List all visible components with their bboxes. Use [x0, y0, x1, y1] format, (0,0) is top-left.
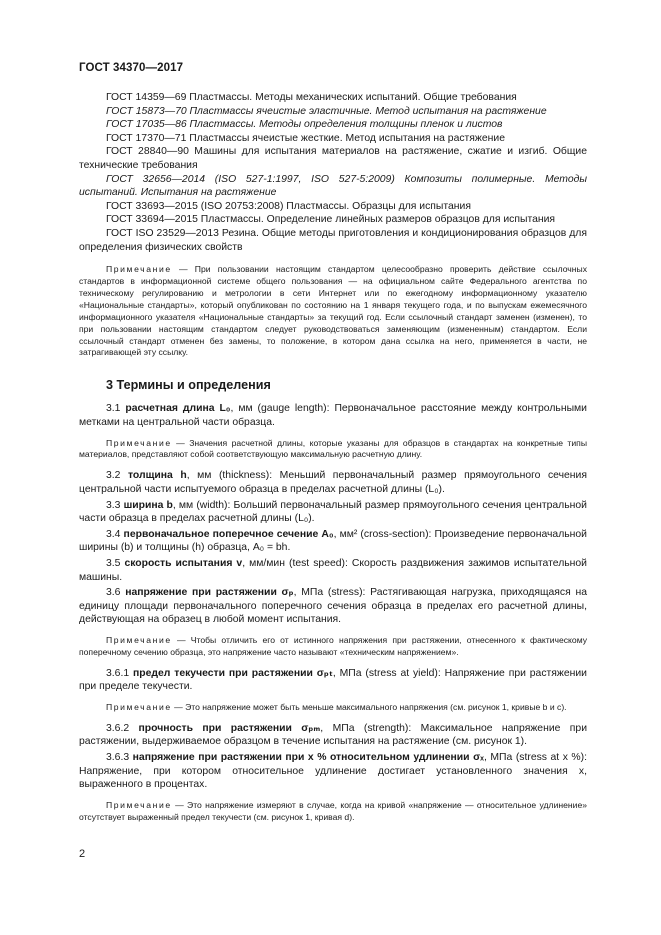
- term: напряжение при растяжении при x % относительном удлинении σₓ: [132, 752, 484, 763]
- definitions-list: [79, 402, 587, 823]
- page-number: 2: [79, 848, 86, 860]
- definition-3-1: 3.1 расчетная длина L₀, мм (gauge length): Первоначальное расстояние между контрольными метками на центральной части образца.: [79, 403, 587, 428]
- term: напряжение при растяжении σₚ: [125, 587, 294, 599]
- reference-item: ГОСТ 33693—2015 (ISO 20753:2008) Пластмассы. Образцы для испытания: [106, 200, 471, 212]
- definition-3-6-2: 3.6.2 прочность при растяжении σₚₘ, МПа (strength): Максимальное напряжение при растяжении, выдерживаемое образцом в течение испытания на растяжение (см. рисунок 1).: [79, 722, 587, 748]
- reference-item: ГОСТ 15873—70 Пластмассы ячеистые эластичные. Метод испытания на растяжение: [106, 105, 547, 117]
- term: прочность при растяжении σₚₘ: [138, 722, 321, 734]
- note-label: Примечание: [106, 701, 172, 712]
- note-label: Примечание: [106, 799, 172, 810]
- note-label: Примечание: [106, 264, 172, 275]
- reference-item: ГОСТ 14359—69 Пластмассы. Методы механических испытаний. Общие требования: [106, 92, 517, 103]
- term: первоначальное поперечное сечение A₀: [123, 528, 334, 540]
- note-references: [79, 264, 587, 359]
- section-title: 3 Термины и определения: [106, 378, 271, 393]
- reference-item: ГОСТ 33694—2015 Пластмассы. Определение линейных размеров образцов для испытания: [106, 214, 556, 226]
- definition-3-6-1: 3.6.1 предел текучести при растяжении σₚₜ, МПа (stress at yield): Напряжение при растяжении при пределе текучести.: [79, 667, 587, 693]
- note-label: Примечание: [106, 634, 172, 645]
- definition-3-2: 3.2 толщина h, мм (thickness): Меньший первоначальный размер прямоугольного сечения центральной части испытуемого образца в пределах расчетной длины (L₀).: [79, 470, 587, 495]
- term: расчетная длина L₀: [125, 403, 231, 415]
- reference-item: ГОСТ 17370—71 Пластмассы ячеистые жесткие. Метод испытания на растяжение: [106, 132, 505, 144]
- note-3-1: Примечание — Значения расчетной длины, которые указаны для образцов в стандартах на конкретные типы материалов, представляют собой соответствующую максимальную расчетную длину.: [79, 437, 587, 460]
- document-body: [79, 91, 587, 832]
- reference-item: ГОСТ ISO 23529—2013 Резина. Общие методы приготовления и кондиционирования образцов для определения физических свойств: [79, 227, 587, 253]
- reference-item: ГОСТ 32656—2014 (ISO 527-1:1997, ISO 527-5:2009) Композиты полимерные. Методы испытаний. Испытания на растяжение: [79, 173, 587, 199]
- reference-item: ГОСТ 28840—90 Машины для испытания материалов на растяжение, сжатие и изгиб. Общие технические требования: [79, 146, 587, 171]
- term: предел текучести при растяжении σₚₜ: [132, 667, 333, 679]
- definition-3-6-3: 3.6.3 напряжение при растяжении при x % относительном удлинении σₓ, МПа (stress at x %): Напряжение, при котором относительное удлинение достигает установленного значения x, выраженного в процентах.: [79, 752, 588, 791]
- note-3-6: Примечание — Чтобы отличить его от истинного напряжения при растяжении, отнесенного к фактическому поперечному сечению образца, это напряжение часто называют «техническим напряжением».: [79, 634, 587, 657]
- definition-3-6: 3.6 напряжение при растяжении σₚ, МПа (stress): Растягивающая нагрузка, приходящаяся на единицу площади первоначального поперечного сечения образца в пределах его расчетной длины, действующая на образец в любой момент испытания.: [79, 587, 587, 626]
- references-list: [79, 91, 587, 254]
- note-3-6-1: Примечание — Это напряжение может быть меньше максимального напряжения (см. рисунок 1, кривые b и c).: [106, 701, 567, 712]
- note-text: — При пользовании настоящим стандартом целесообразно проверить действие ссылочных стандартов в информационной системе общего пользования — на официальном сайте Федерального агентства по техническому регулированию и метрологии в сети Интернет или по ежегодному информационному указателю «Национальные стандарты», который опубликован по состоянию на 1 января текущего года, и по выпускам ежемесячного информационного указателя «Национальные стандарты» за текущий год. Если ссылочный стандарт заменен (изменен), то при пользовании настоящим стандартом следует руководствоваться заменяющим (измененным) стандартом. Если ссылочный стандарт отменен без замены, то положение, в котором дана ссылка на него, применяется в части, не затрагивающей эту ссылку.: [79, 264, 587, 358]
- definition-3-4: 3.4 первоначальное поперечное сечение A₀, мм² (cross-section): Произведение первоначальной ширины (b) и толщины (h) образца, A₀ = bh.: [79, 528, 587, 554]
- definition-3-3: 3.3 ширина b, мм (width): Больший первоначальный размер прямоугольного сечения центральной части образца в пределах расчетной длины (L₀).: [79, 499, 587, 525]
- definition-3-5: 3.5 скорость испытания v, мм/мин (test speed): Скорость раздвижения зажимов испытательной машины.: [79, 557, 587, 583]
- note-3-6-3: Примечание — Это напряжение измеряют в случае, когда на кривой «напряжение — относительное удлинение» отсутствует выраженный предел текучести (см. рисунок 1, кривая d).: [79, 799, 587, 822]
- reference-item: ГОСТ 17035—86 Пластмассы. Методы определения толщины пленок и листов: [106, 119, 503, 131]
- term: толщина h: [127, 470, 187, 482]
- note-label: Примечание: [106, 437, 172, 448]
- term: ширина b: [123, 499, 173, 511]
- term: скорость испытания v: [124, 557, 243, 569]
- document-header: ГОСТ 34370—2017: [79, 62, 184, 74]
